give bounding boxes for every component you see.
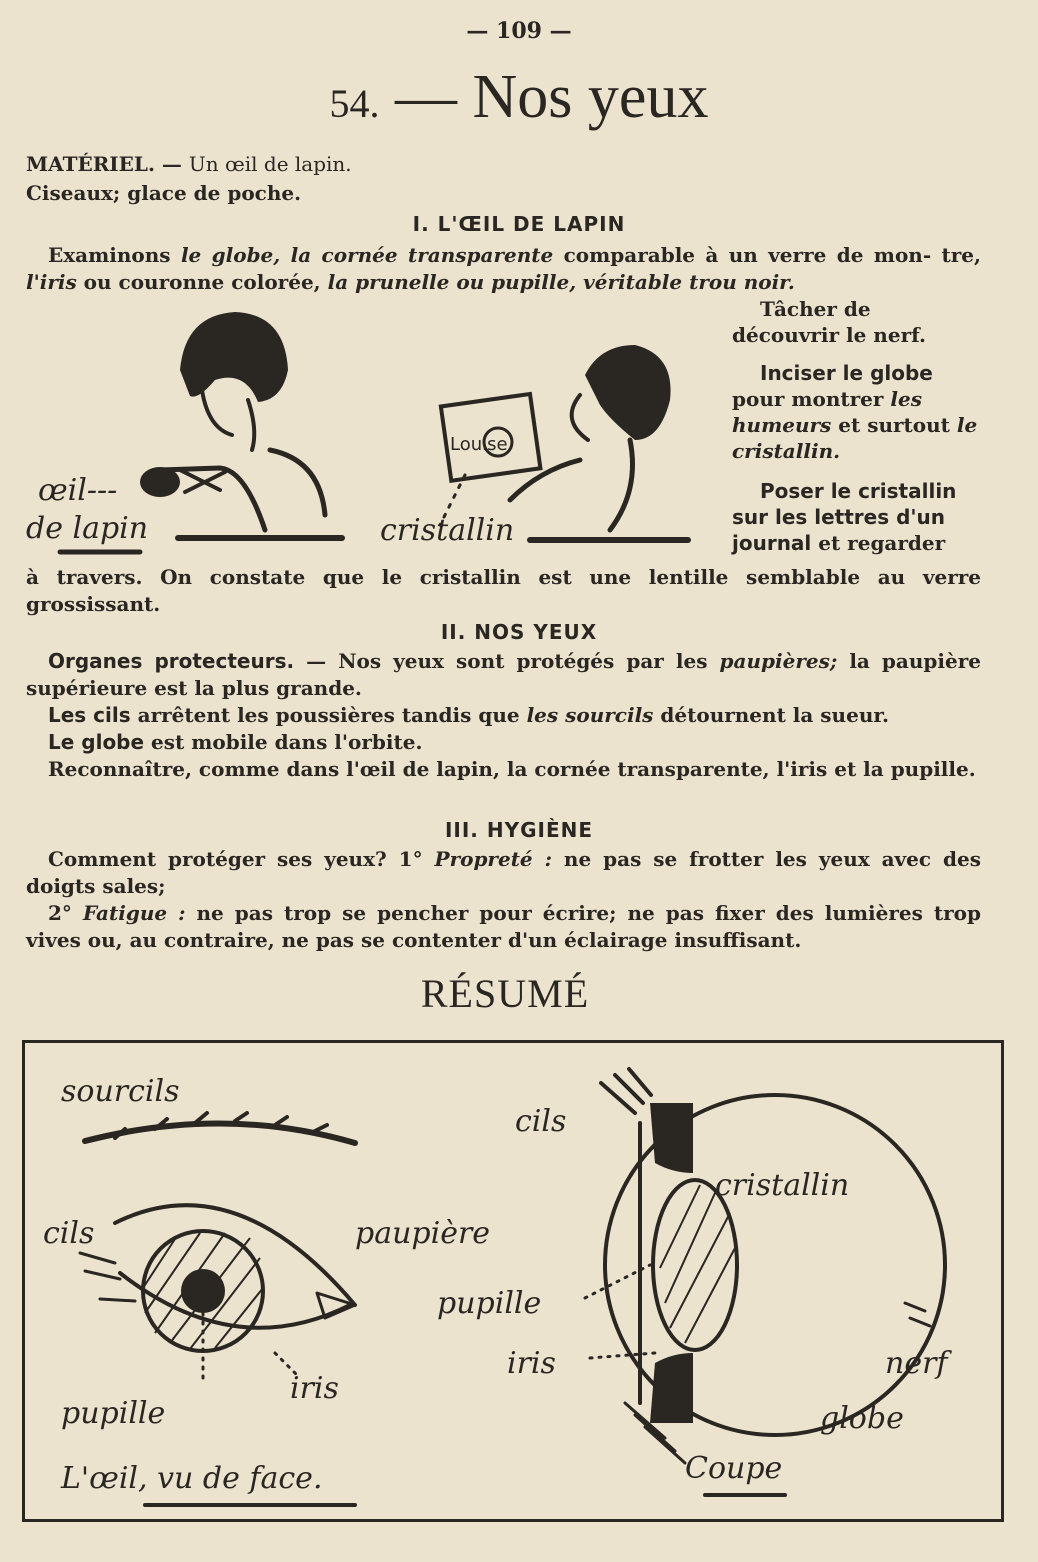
text-run: la paupière supérieure est la plus grande. bbox=[26, 649, 981, 700]
label-de-lapin: de lapin bbox=[26, 511, 149, 546]
bold-term: Organes protecteurs. bbox=[48, 649, 295, 673]
eye-cross-section-diagram bbox=[437, 1069, 952, 1495]
text-run-italic: l'iris bbox=[26, 270, 77, 294]
label-nerf: nerf bbox=[885, 1346, 948, 1381]
text-run-italic: le cristallin. bbox=[732, 413, 978, 463]
child-with-lens-figure bbox=[440, 345, 688, 540]
side-text-2 bbox=[732, 360, 982, 464]
materiel-label: MATÉRIEL. — bbox=[26, 152, 182, 176]
section1-paragraph bbox=[26, 242, 981, 296]
text-run: arrêtent les poussières tandis que bbox=[130, 703, 527, 727]
text-run: 2° bbox=[48, 901, 83, 925]
caption-front: L'œil, vu de face. bbox=[61, 1461, 323, 1496]
section-heading-2: II. NOS YEUX bbox=[440, 620, 598, 644]
section-heading-1: I. L'ŒIL DE LAPIN bbox=[412, 212, 626, 236]
section3-text bbox=[26, 846, 981, 954]
side-bold: Poser le cristallin sur les lettres d'un journal bbox=[732, 479, 957, 555]
label-sourcils: sourcils bbox=[61, 1074, 180, 1109]
lesson-number: 54. bbox=[329, 81, 380, 126]
label-iris-section: iris bbox=[507, 1346, 556, 1381]
label-cristallin: cristallin bbox=[380, 513, 515, 548]
section2-p4: Reconnaître, comme dans l'œil de lapin, la cornée transparente, l'iris et la pupille. bbox=[48, 757, 976, 781]
text-run-italic: la prunelle ou pupille, véritable trou noir. bbox=[327, 270, 795, 294]
page-title bbox=[0, 62, 1038, 133]
text-run: pour montrer bbox=[732, 387, 891, 411]
resume-diagram-box bbox=[22, 1040, 1004, 1522]
child-examining-eye-figure bbox=[140, 312, 342, 538]
text-run: Comment protéger ses yeux? 1° bbox=[48, 847, 435, 871]
text-run-italic: Propreté : bbox=[434, 847, 552, 871]
text-run: — Nos yeux sont protégés par les bbox=[294, 649, 720, 673]
page-number: — 109 — bbox=[466, 18, 572, 44]
text-run: et surtout bbox=[831, 413, 957, 437]
bold-term: Les cils bbox=[48, 703, 131, 727]
materiel-line2: Ciseaux; glace de poche. bbox=[26, 181, 302, 205]
section2-text bbox=[26, 648, 981, 783]
text-run: détournent la sueur. bbox=[653, 703, 890, 727]
eye-front-view-diagram bbox=[43, 1074, 490, 1505]
label-louise: Louise bbox=[450, 434, 508, 455]
label-oeil: œil--- bbox=[38, 473, 118, 508]
text-run-italic: paupières; bbox=[719, 649, 838, 673]
bold-term: Le globe bbox=[48, 730, 145, 754]
label-cils-section: cils bbox=[515, 1104, 567, 1139]
label-cristallin-section: cristallin bbox=[715, 1168, 850, 1203]
text-run: ne pas se frotter les yeux avec des doigts sales; bbox=[26, 847, 981, 898]
materiel-block bbox=[26, 150, 352, 208]
section1-continuation: à travers. On constate que le cristallin est une lentille semblable au verre grossissant. bbox=[26, 565, 981, 616]
text-run-italic: Fatigue : bbox=[82, 901, 186, 925]
text-run-italic: les sourcils bbox=[526, 703, 654, 727]
text-run-italic: le globe, la cornée transparente bbox=[180, 243, 554, 267]
eye-diagrams bbox=[25, 1043, 1001, 1519]
text-run: et regarder bbox=[811, 531, 946, 555]
resume-heading: RÉSUMÉ bbox=[420, 971, 590, 1016]
label-globe: globe bbox=[820, 1401, 904, 1436]
materiel-line1: Un œil de lapin. bbox=[188, 152, 352, 176]
side-bold: Inciser le globe bbox=[760, 361, 933, 385]
label-pupille-front: pupille bbox=[61, 1396, 166, 1431]
text-run-italic: les humeurs bbox=[732, 387, 923, 437]
label-iris-front: iris bbox=[290, 1371, 339, 1406]
text-run: Examinons bbox=[48, 243, 181, 267]
side-text-3 bbox=[732, 478, 982, 556]
label-paupiere: paupière bbox=[355, 1216, 491, 1251]
lesson-illustration bbox=[20, 300, 730, 565]
text-run: tre, bbox=[941, 243, 981, 267]
label-pupille-section: pupille bbox=[437, 1286, 542, 1321]
text-run: ou couronne colorée, bbox=[76, 270, 328, 294]
side-text-1: Tâcher de découvrir le nerf. bbox=[732, 297, 926, 347]
section-heading-3: III. HYGIÈNE bbox=[444, 818, 594, 842]
text-run: comparable à un verre de mon- bbox=[553, 243, 932, 267]
text-run: ne pas trop se pencher pour écrire; ne pas fixer des lumières trop vives ou, au contraire, ne pas se contenter d'un éclairage insuffisant. bbox=[26, 901, 981, 952]
text-run: est mobile dans l'orbite. bbox=[144, 730, 423, 754]
lesson-title: — Nos yeux bbox=[395, 63, 709, 131]
caption-coupe: Coupe bbox=[685, 1451, 783, 1486]
label-cils-front: cils bbox=[43, 1216, 95, 1251]
